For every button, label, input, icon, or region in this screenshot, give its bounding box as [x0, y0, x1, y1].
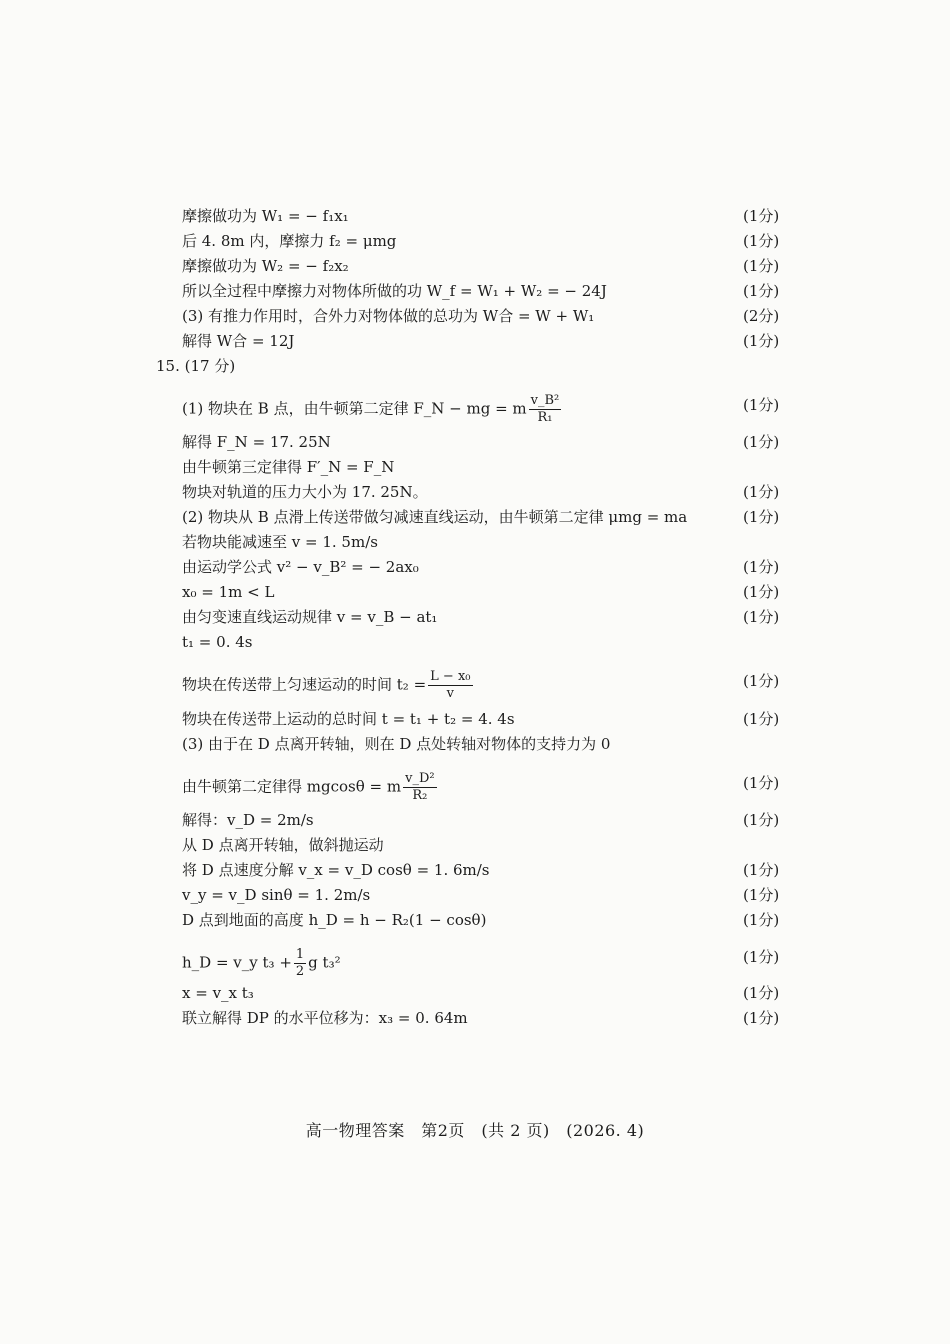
score-label: (1分) [743, 508, 780, 526]
fraction-denominator: R₂ [412, 788, 428, 803]
score-label: (1分) [743, 608, 780, 626]
line-text: (2) 物块从 B 点滑上传送带做匀减速直线运动，由牛顿第二定律 μmg = ma [182, 508, 688, 526]
score-label: (1分) [743, 774, 780, 792]
score-label: (1分) [743, 984, 780, 1002]
fraction-numerator: L − x₀ [430, 669, 471, 684]
line-text: 后 4. 8m 内，摩擦力 f₂ = μmg [182, 232, 397, 250]
score-label: (1分) [743, 811, 780, 829]
line-text: 联立解得 DP 的水平位移为：x₃ = 0. 64m [182, 1009, 468, 1027]
answer-line [0, 380, 950, 426]
line-text: 解得：v_D = 2m/s [182, 811, 314, 829]
line-text: 摩擦做功为 W₁ = − f₁x₁ [182, 207, 349, 225]
line-text: 将 D 点速度分解 v_x = v_D cosθ = 1. 6m/s [182, 861, 490, 879]
line-text: (3) 有推力作用时，合外力对物体做的总功为 W合 = W + W₁ [182, 307, 595, 325]
fraction-numerator: v_D² [405, 771, 435, 786]
line-text: x = v_x t₃ [182, 984, 254, 1002]
line-text-pre: h_D = v_y t₃ + [182, 953, 292, 972]
line-text: (3) 由于在 D 点离开转轴，则在 D 点处转轴对物体的支持力为 0 [182, 735, 611, 753]
line-text: 解得 W合 = 12J [182, 332, 295, 350]
fraction-numerator: v_B² [530, 393, 560, 408]
score-label: (1分) [743, 483, 780, 501]
line-text: 从 D 点离开转轴，做斜抛运动 [182, 836, 384, 854]
score-label: (1分) [743, 396, 780, 414]
line-text: 若物块能减速至 v = 1. 5m/s [182, 533, 378, 551]
score-label: (1分) [743, 207, 780, 225]
line-text [182, 771, 439, 804]
line-text: 物块在传送带上运动的总时间 t = t₁ + t₂ = 4. 4s [182, 710, 515, 728]
score-label: (1分) [743, 282, 780, 300]
score-label: (1分) [743, 558, 780, 576]
score-label: (1分) [743, 911, 780, 929]
line-text: 解得 F_N = 17. 25N [182, 433, 331, 451]
line-text: 所以全过程中摩擦力对物体所做的功 W_f = W₁ + W₂ = − 24J [182, 282, 607, 300]
score-label: (1分) [743, 948, 780, 966]
line-text: 由运动学公式 v² − v_B² = − 2ax₀ [182, 558, 419, 576]
line-text: t₁ = 0. 4s [182, 633, 253, 651]
score-label: (1分) [743, 232, 780, 250]
score-label: (1分) [743, 433, 780, 451]
fraction-numerator: 1 [295, 947, 305, 962]
answer-line [0, 934, 950, 980]
line-text [182, 669, 475, 702]
question-number: 15. (17 分) [156, 357, 236, 375]
line-text-pre: (1) 物块在 B 点，由牛顿第二定律 F_N − mg = m [182, 399, 527, 418]
score-label: (1分) [743, 583, 780, 601]
score-label: (2分) [743, 307, 780, 325]
line-text: 由牛顿第三定律得 F′_N = F_N [182, 458, 395, 476]
line-text: 物块对轨道的压力大小为 17. 25N。 [182, 483, 428, 501]
line-text: 由匀变速直线运动规律 v = v_B − at₁ [182, 608, 438, 626]
fraction [428, 669, 472, 702]
fraction-denominator: 2 [295, 964, 305, 979]
score-label: (1分) [743, 861, 780, 879]
score-label: (1分) [743, 257, 780, 275]
fraction [403, 771, 436, 804]
answer-line [0, 758, 950, 804]
line-text: D 点到地面的高度 h_D = h − R₂(1 − cosθ) [182, 911, 487, 929]
score-label: (1分) [743, 1009, 780, 1027]
line-text [182, 947, 341, 980]
line-text-post: g t₃² [308, 953, 341, 972]
fraction-denominator: R₁ [537, 410, 553, 425]
score-label: (1分) [743, 332, 780, 350]
line-text: v_y = v_D sinθ = 1. 2m/s [182, 886, 371, 904]
line-text-pre: 物块在传送带上匀速运动的时间 t₂ = [182, 675, 427, 694]
line-text [182, 393, 563, 426]
fraction [529, 393, 562, 426]
fraction-denominator: v [446, 686, 454, 701]
score-label: (1分) [743, 710, 780, 728]
answer-line [0, 656, 950, 702]
score-label: (1分) [743, 672, 780, 690]
score-label: (1分) [743, 886, 780, 904]
fraction [294, 947, 306, 980]
line-text-pre: 由牛顿第二定律得 mgcosθ = m [182, 777, 402, 796]
line-text: x₀ = 1m < L [182, 583, 275, 601]
line-text: 摩擦做功为 W₂ = − f₂x₂ [182, 257, 349, 275]
page-footer: 高一物理答案 第2页 (共 2 页) (2026. 4) [305, 1121, 645, 1140]
